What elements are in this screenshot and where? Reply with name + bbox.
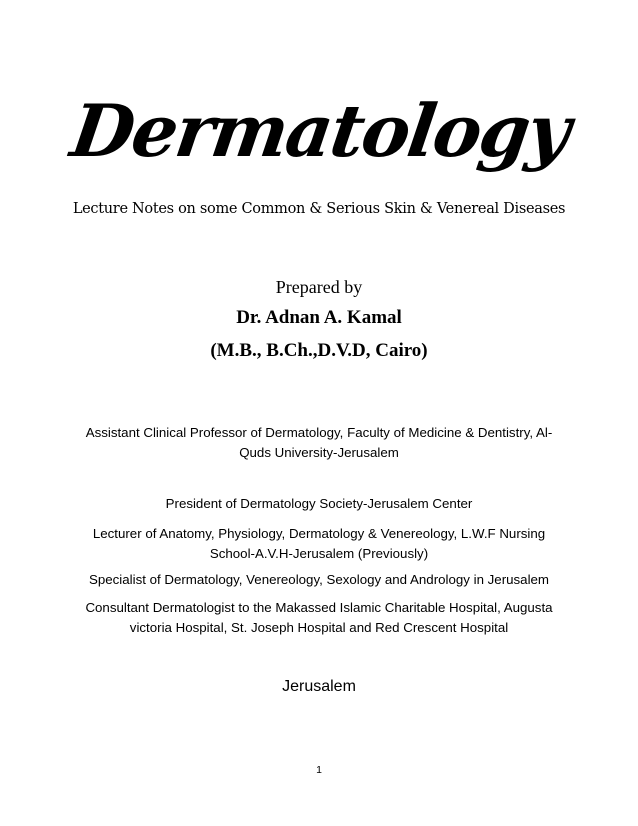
author-name: Dr. Adnan A. Kamal [236,307,402,328]
document-title: Dermatology [66,88,574,173]
position-president: President of Dermatology Society-Jerusalem Center [165,496,473,511]
page-number: 1 [316,764,322,776]
position-consultant: Consultant Dermatologist to the Makassed Islamic Charitable Hospital, Augusta victoria Hospital, St. Joseph Hospital and Red Crescent Hospital [85,600,553,635]
author-degrees: (M.B., B.Ch.,D.V.D, Cairo) [210,340,428,361]
place-name: Jerusalem [282,678,356,695]
position-assistant-professor: Assistant Clinical Professor of Dermatology, Faculty of Medicine & Dentistry, Al-Quds University-Jerusalem [85,425,553,460]
document-subtitle: Lecture Notes on some Common & Serious Skin & Venereal Diseases [72,201,566,217]
position-specialist: Specialist of Dermatology, Venereology, Sexology and Andrology in Jerusalem [89,572,549,587]
prepared-by-label: Prepared by [275,277,363,297]
position-lecturer: Lecturer of Anatomy, Physiology, Dermatology & Venereology, L.W.F Nursing School-A.V.H-Jerusalem (Previously) [92,526,546,561]
